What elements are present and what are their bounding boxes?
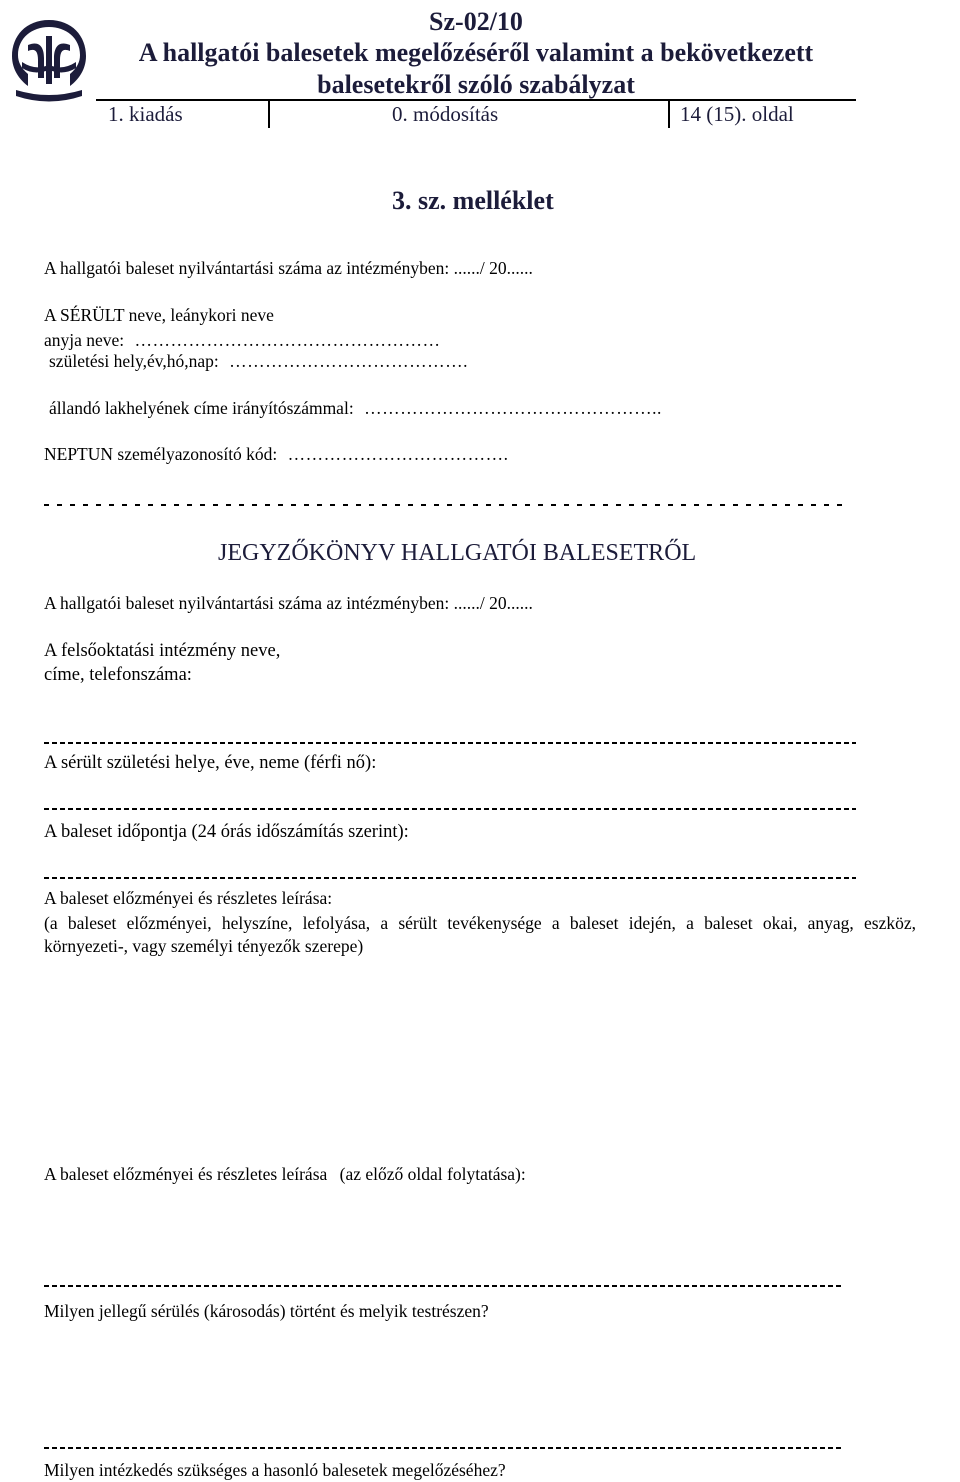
stub-birth-dots: ………………………………….	[229, 351, 469, 371]
history-note: (a baleset előzményei, helyszíne, lefolyása, a sérült tevékenysége a baleset idején, a baleset okai, anyag, eszköz, környezeti-, vagy személyi tényezők szerepe)	[44, 913, 916, 956]
stub-registry-label: A hallgatói baleset nyilvántartási száma az intézményben:	[44, 258, 450, 278]
header-title-line-1: A hallgatói balesetek megelőzéséről valamint a bekövetkezett	[138, 38, 814, 67]
header-modification: 0. módosítás	[392, 102, 499, 126]
stub-address-dots: …………………………………………..	[364, 398, 662, 418]
cut-line	[44, 504, 850, 506]
header-separator-1	[268, 100, 270, 128]
measures-label: Milyen intézkedés szükséges a hasonló balesetek megelőzéséhez?	[44, 1460, 506, 1480]
form-registry-row	[44, 593, 533, 614]
rule-2	[44, 808, 856, 810]
history-continued-row	[44, 1164, 526, 1185]
stub-neptun-row	[44, 444, 509, 465]
form-registry-value: ....../ 20......	[453, 593, 533, 613]
stub-address-row	[49, 398, 662, 419]
history-label: A baleset előzményei és részletes leírása:	[44, 888, 333, 908]
stub-address-label: állandó lakhelyének címe irányítószámmal:	[49, 398, 354, 418]
header-separator-2	[668, 100, 670, 128]
history-continued-label: A baleset előzményei és részletes leírása	[44, 1164, 328, 1184]
injury-label: Milyen jellegű sérülés (károsodás) történt és melyik testrészen?	[44, 1301, 489, 1321]
stub-birth-label: születési hely,év,hó,nap:	[49, 351, 219, 371]
form-registry-label: A hallgatói baleset nyilvántartási száma az intézményben:	[44, 593, 450, 613]
stub-mother-label: anyja neve:	[44, 330, 125, 350]
header-page: 14 (15). oldal	[680, 102, 794, 126]
institution-logo	[8, 18, 90, 108]
stub-injured-label: A SÉRÜLT neve, leánykori neve	[44, 305, 274, 325]
form-title: JEGYZŐKÖNYV HALLGATÓI BALESETRŐL	[218, 540, 697, 566]
document-code: Sz-02/10	[429, 7, 523, 36]
header-edition: 1. kiadás	[108, 102, 183, 126]
stub-birth-row	[49, 351, 468, 372]
stub-neptun-label: NEPTUN személyazonosító kód:	[44, 444, 278, 464]
stub-neptun-dots: ……………………………….	[287, 444, 509, 464]
rule-4	[44, 1285, 842, 1287]
rule-1	[44, 742, 856, 744]
stub-registry-value: ....../ 20......	[453, 258, 533, 278]
institution-label-1: A felsőoktatási intézmény neve,	[44, 641, 281, 661]
stub-registry-row	[44, 258, 533, 279]
institution-label-2: címe, telefonszáma:	[44, 665, 192, 685]
stub-mother-row	[44, 330, 441, 351]
header-divider	[96, 99, 856, 101]
stub-mother-dots: ……………………………………………	[134, 330, 441, 350]
rule-5	[44, 1447, 842, 1449]
accident-time-label: A baleset időpontja (24 órás időszámítás szerint):	[44, 822, 409, 842]
header-title-line-2: balesetekről szóló szabályzat	[317, 70, 635, 99]
history-continued-note: (az előző oldal folytatása):	[339, 1164, 526, 1184]
annex-title: 3. sz. melléklet	[392, 186, 554, 215]
rule-3	[44, 877, 856, 879]
birth-data-label: A sérült születési helye, éve, neme (férfi nő):	[44, 753, 377, 773]
